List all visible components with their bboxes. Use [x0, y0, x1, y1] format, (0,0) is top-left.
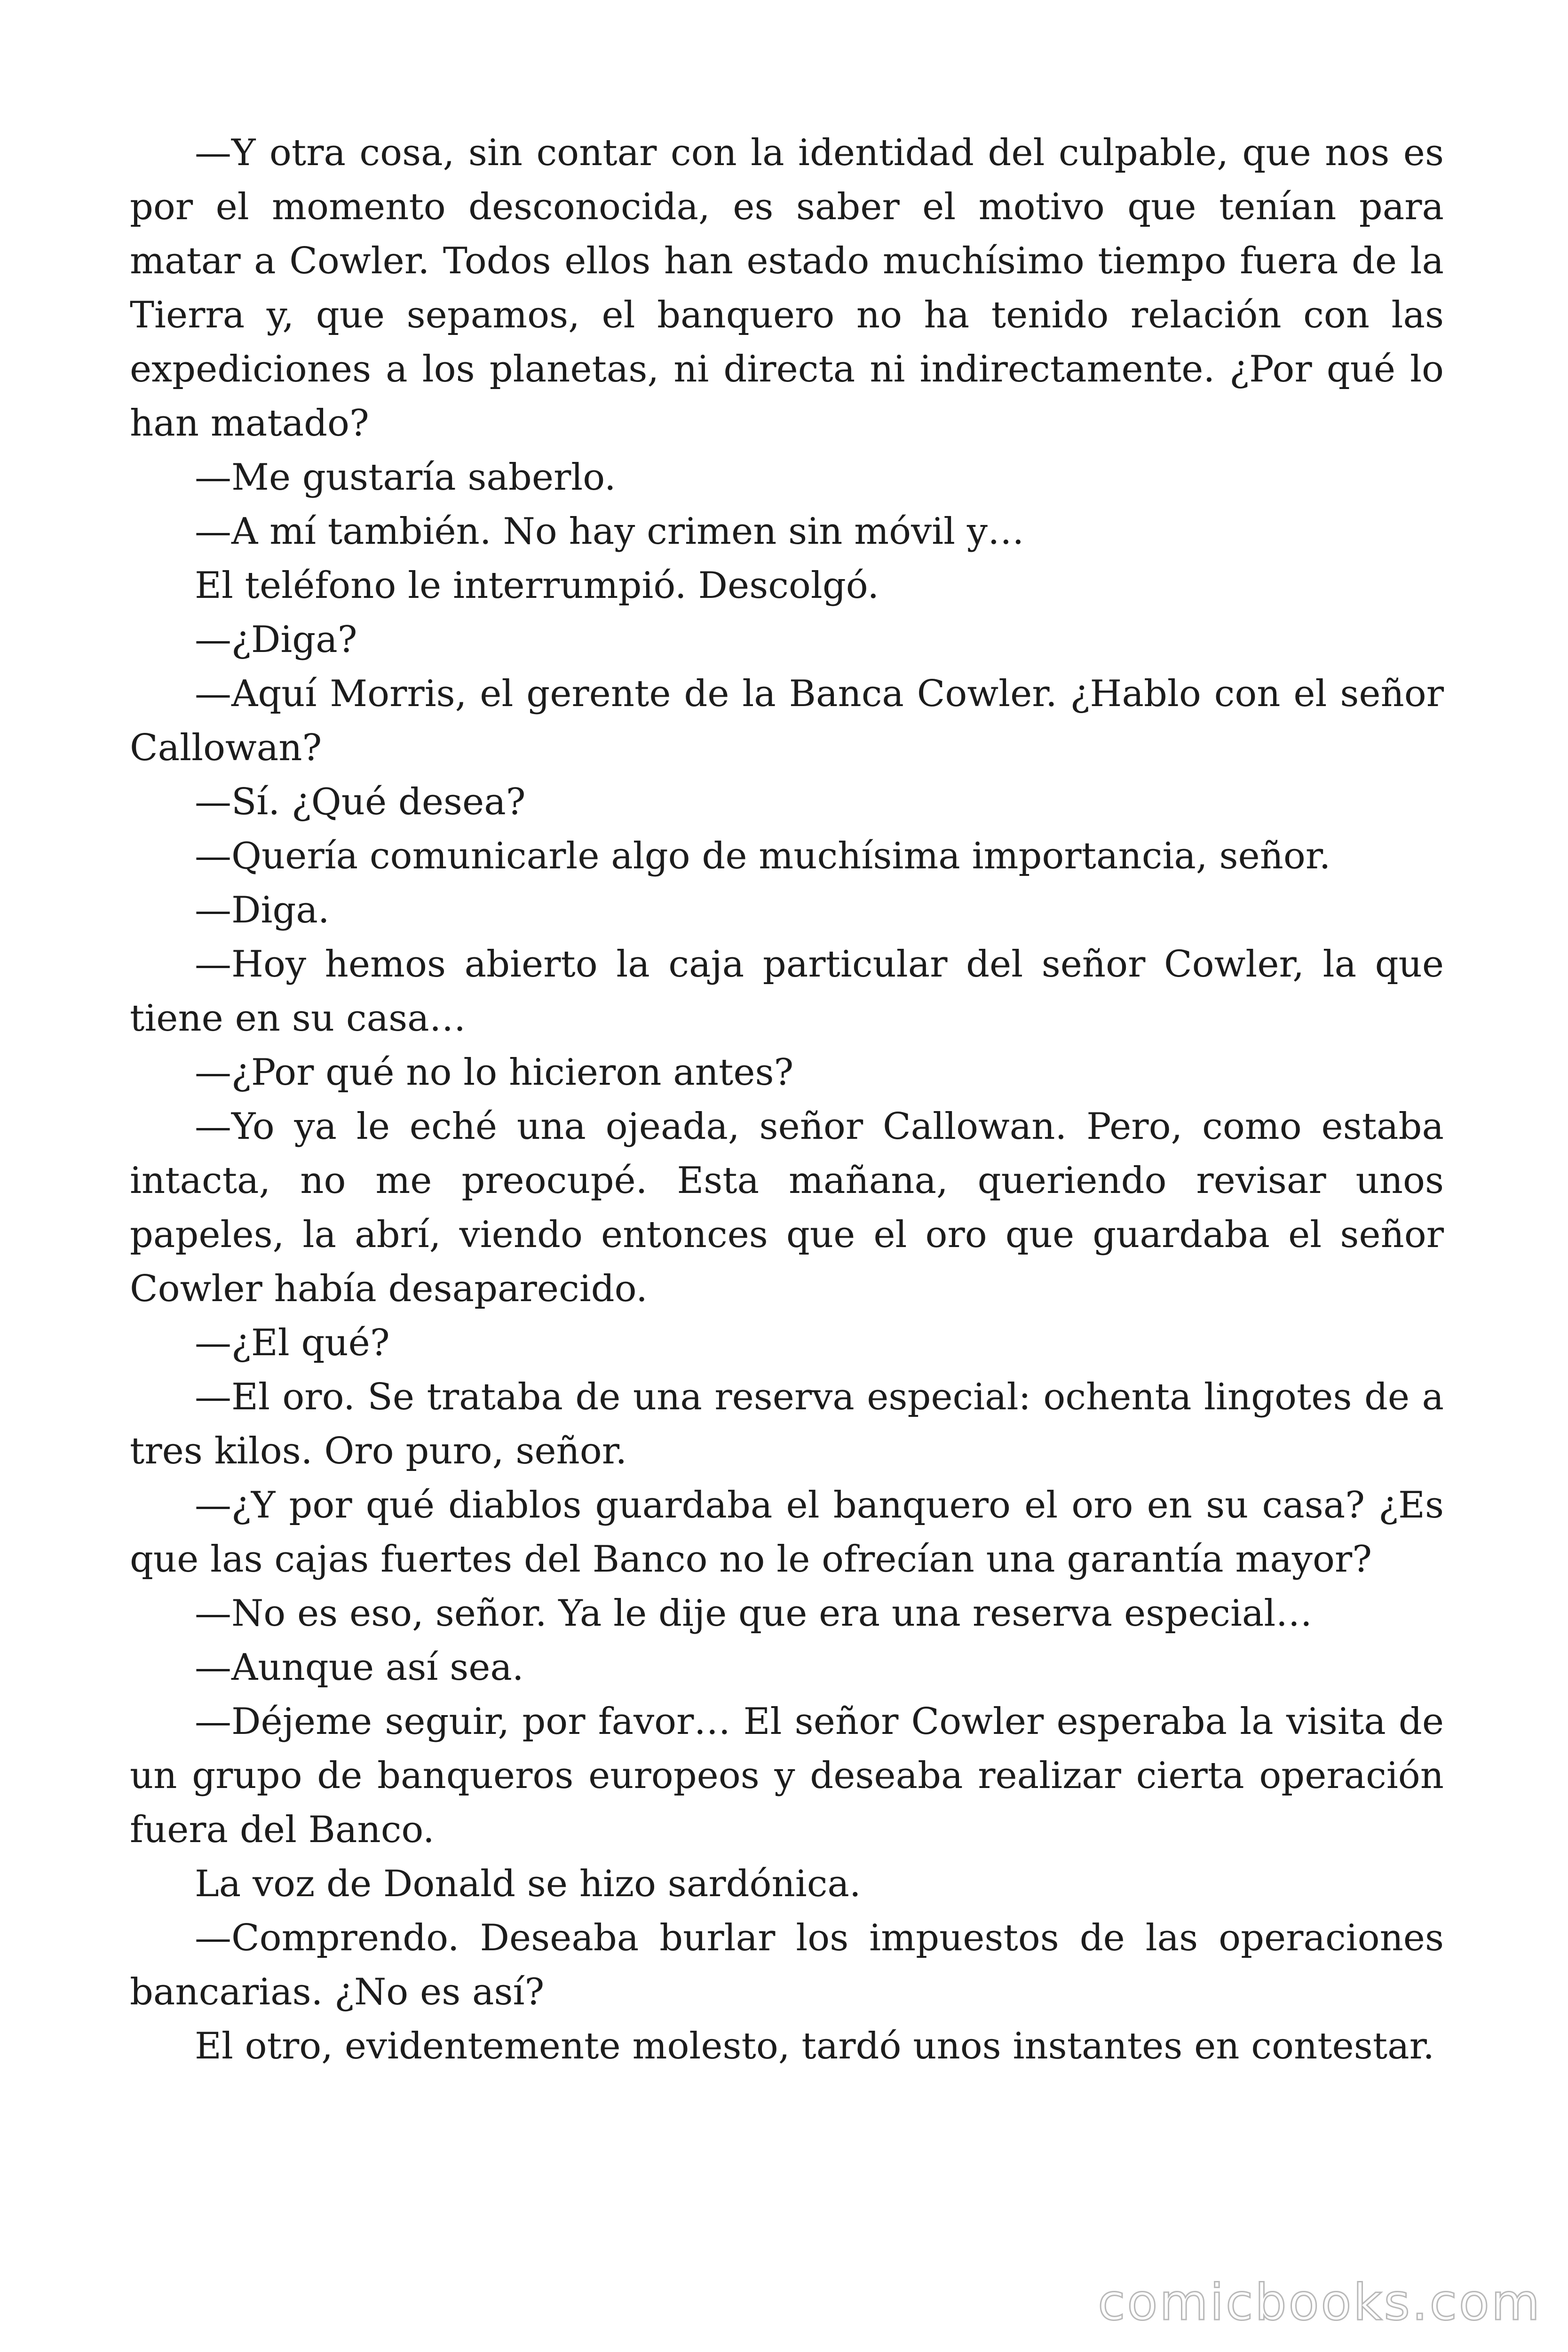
- paragraph: El teléfono le interrumpió. Descolgó.: [195, 564, 879, 607]
- paragraph: El otro, evidentemente molesto, tardó unos instantes en contestar.: [195, 2025, 1435, 2067]
- paragraph: —Yo ya le eché una ojeada, señor Callowan. Pero, como estaba intacta, no me preocupé. Esta mañana, queriendo revisar unos papeles, la abrí, viendo entonces que el oro que guardaba el señor Cowler había desaparecido.: [130, 1105, 1444, 1310]
- paragraph: —Aquí Morris, el gerente de la Banca Cowler. ¿Hablo con el señor Callowan?: [130, 673, 1444, 769]
- paragraph: —Diga.: [195, 889, 330, 931]
- paragraph: —Quería comunicarle algo de muchísima importancia, señor.: [195, 835, 1331, 877]
- watermark: comicbooks.com: [1098, 2273, 1542, 2331]
- paragraph: —No es eso, señor. Ya le dije que era una reserva especial…: [195, 1592, 1313, 1635]
- paragraph: —Déjeme seguir, por favor… El señor Cowler esperaba la visita de un grupo de banqueros europeos y deseaba realizar cierta operación fuera del Banco.: [130, 1700, 1444, 1851]
- paragraph: —El oro. Se trataba de una reserva especial: ochenta lingotes de a tres kilos. Oro puro, señor.: [130, 1376, 1444, 1472]
- paragraph: La voz de Donald se hizo sardónica.: [195, 1863, 861, 1905]
- paragraph: —¿Y por qué diablos guardaba el banquero el oro en su casa? ¿Es que las cajas fuertes del Banco no le ofrecían una garantía mayor?: [130, 1484, 1444, 1581]
- paragraph: —Sí. ¿Qué desea?: [195, 781, 526, 823]
- paragraph: —Aunque así sea.: [195, 1646, 524, 1689]
- paragraph: —Comprendo. Deseaba burlar los impuestos de las operaciones bancarias. ¿No es así?: [130, 1917, 1444, 2013]
- paragraph: —A mí también. No hay crimen sin móvil y…: [195, 510, 1024, 553]
- paragraph: —Me gustaría saberlo.: [195, 456, 616, 499]
- paragraph: —¿Por qué no lo hicieron antes?: [195, 1051, 794, 1094]
- paragraph: —Hoy hemos abierto la caja particular del señor Cowler, la que tiene en su casa…: [130, 943, 1444, 1040]
- book-page-text: [130, 126, 1444, 2074]
- paragraph: —Y otra cosa, sin contar con la identidad del culpable, que nos es por el momento desconocida, es saber el motivo que tenían para matar a Cowler. Todos ellos han estado muchísimo tiempo fuera de la Tierra y, que sepamos, el banquero no ha tenido relación con las expediciones a los planetas, ni directa ni indirectamente. ¿Por qué lo han matado?: [130, 132, 1444, 445]
- paragraph: —¿El qué?: [195, 1322, 390, 1364]
- paragraph: —¿Diga?: [195, 619, 357, 661]
